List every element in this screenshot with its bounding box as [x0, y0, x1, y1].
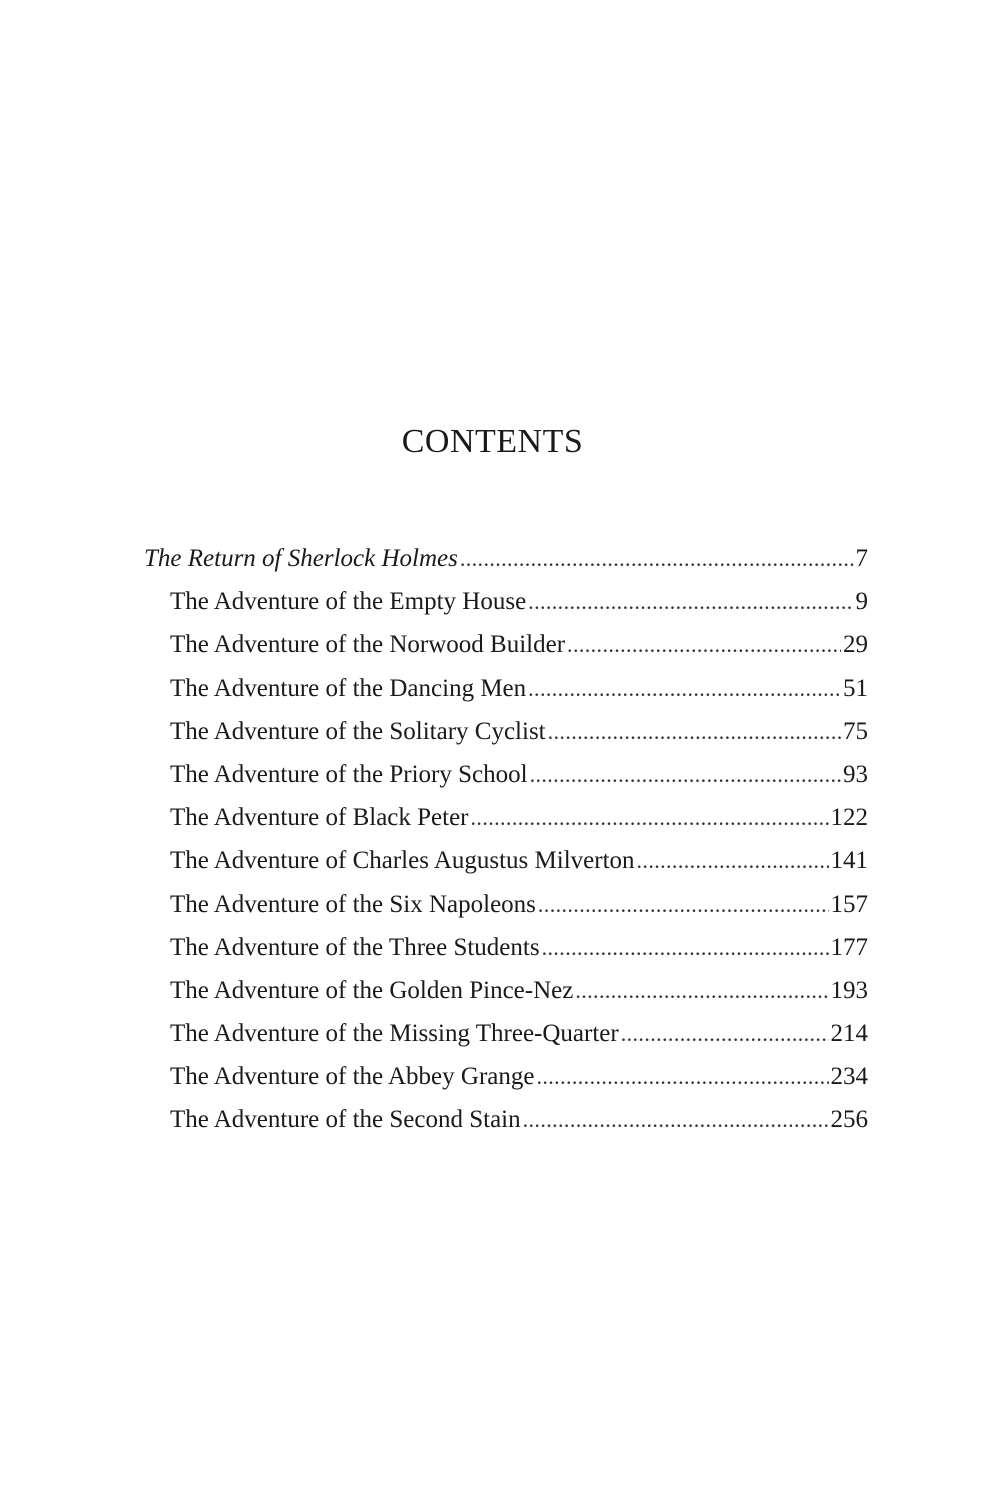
toc-entry[interactable]: [144, 796, 868, 839]
dot-leader: [523, 1098, 829, 1141]
toc-entry-page: 9: [855, 588, 868, 616]
toc-entry[interactable]: [144, 926, 868, 969]
dot-leader: [530, 753, 841, 796]
toc-entry-title: The Adventure of the Abbey Grange: [170, 1063, 535, 1091]
toc-entry-title: The Adventure of the Golden Pince-Nez: [170, 976, 574, 1004]
toc-entry-page: 177: [830, 933, 868, 961]
toc-entry-part[interactable]: [144, 537, 868, 580]
toc-entry-page: 93: [843, 760, 868, 788]
toc-entry-title: The Adventure of the Three Students: [170, 933, 540, 961]
dot-leader: [528, 667, 841, 710]
toc-entry-title: The Adventure of the Missing Three-Quarter: [170, 1020, 619, 1048]
dot-leader: [548, 710, 841, 753]
dot-leader: [460, 537, 854, 580]
table-of-contents: [144, 537, 868, 1142]
toc-entry-title: The Adventure of Black Peter: [170, 804, 469, 832]
toc-entry-page: 157: [830, 890, 868, 918]
dot-leader: [575, 969, 828, 1012]
toc-entry-page: 29: [843, 631, 868, 659]
toc-entry-title: The Adventure of the Second Stain: [170, 1106, 521, 1134]
toc-entry-title: The Return of Sherlock Holmes: [144, 545, 458, 572]
toc-entry-title: The Adventure of the Six Napoleons: [170, 890, 536, 918]
dot-leader: [536, 1055, 828, 1098]
toc-entry-page: 214: [830, 1020, 868, 1048]
toc-entry-page: 256: [830, 1106, 868, 1134]
toc-entry[interactable]: [144, 667, 868, 710]
dot-leader: [528, 580, 853, 623]
toc-entry-page: 234: [830, 1063, 868, 1091]
toc-entry[interactable]: [144, 839, 868, 882]
dot-leader: [567, 623, 841, 666]
toc-entry-page: 193: [830, 976, 868, 1004]
page-title: CONTENTS: [401, 423, 584, 460]
dot-leader: [542, 926, 829, 969]
dot-leader: [637, 839, 829, 882]
toc-entry-page: 75: [843, 717, 868, 745]
toc-entry-page: 122: [830, 804, 868, 832]
toc-entry-title: The Adventure of Charles Augustus Milverton: [170, 847, 635, 875]
toc-entry[interactable]: [144, 969, 868, 1012]
toc-entry[interactable]: [144, 710, 868, 753]
toc-entry-title: The Adventure of the Empty House: [170, 588, 527, 616]
toc-entry-title: The Adventure of the Dancing Men: [170, 674, 527, 702]
toc-entry-page: 51: [843, 674, 868, 702]
toc-entry[interactable]: [144, 883, 868, 926]
toc-entry[interactable]: [144, 1012, 868, 1055]
toc-entry-page: 141: [830, 847, 868, 875]
toc-entry[interactable]: [144, 753, 868, 796]
dot-leader: [471, 796, 829, 839]
dot-leader: [538, 883, 829, 926]
toc-entry-title: The Adventure of the Solitary Cyclist: [170, 717, 546, 745]
toc-entry-page: 7: [855, 545, 868, 572]
dot-leader: [621, 1012, 829, 1055]
toc-entry[interactable]: [144, 623, 868, 666]
toc-entry[interactable]: [144, 1055, 868, 1098]
toc-entry-title: The Adventure of the Priory School: [170, 760, 528, 788]
toc-entry[interactable]: [144, 1098, 868, 1141]
toc-entry-title: The Adventure of the Norwood Builder: [170, 631, 566, 659]
toc-entry[interactable]: [144, 580, 868, 623]
